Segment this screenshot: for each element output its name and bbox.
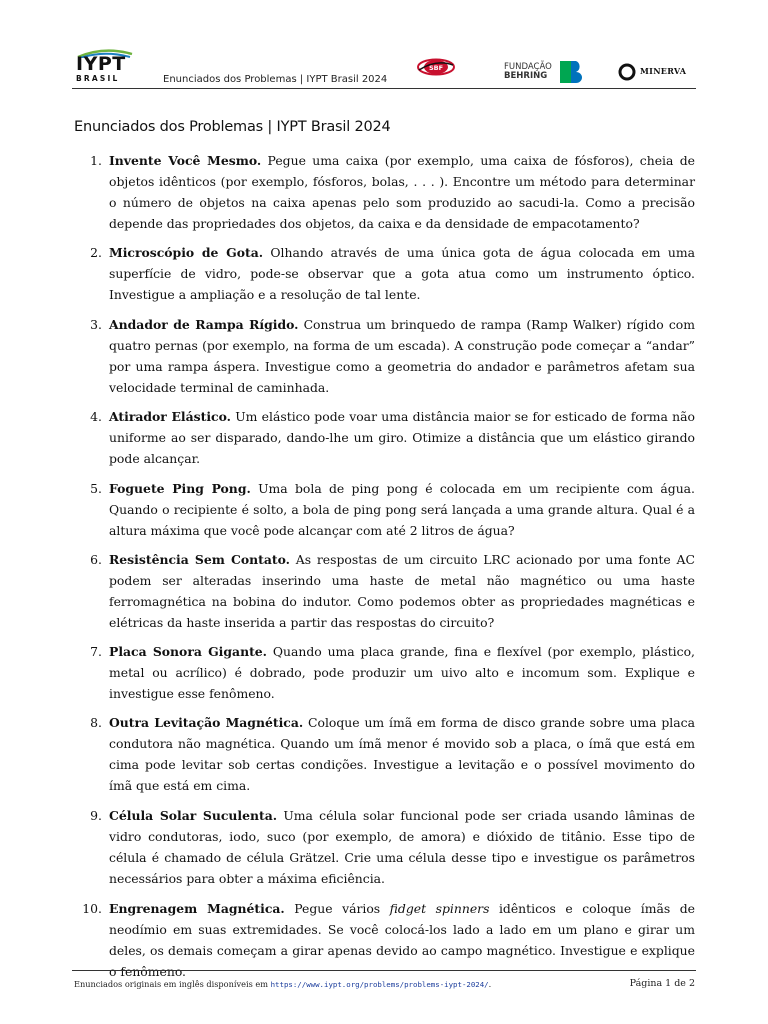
problem-text xyxy=(109,242,695,305)
problem-title: Invente Você Mesmo. xyxy=(109,153,262,168)
problem-title: Engrenagem Magnética. xyxy=(109,901,285,916)
problem-title: Outra Levitação Magnética. xyxy=(109,715,304,730)
header-title: Enunciados dos Problemas | IYPT Brasil 2024 xyxy=(163,74,388,85)
problem-description: Uma célula solar funcional pode ser criada usando lâminas de vidro condutoras, iodo, suco (por exemplo, de amora) e dióxido de titânio. Esse tipo de célula é chamado de célula Grätzel. Crie uma célula desse tipo e investigue os parâmetros necessários para obter a máxima eficiência. xyxy=(109,808,695,886)
footer-note xyxy=(74,979,491,989)
problem-title: Microscópio de Gota. xyxy=(109,245,264,260)
problem-description: As respostas de um circuito LRC acionado por uma fonte AC podem ser alteradas inserindo uma haste de metal não magnético ou uma haste ferromagnética na bobina do indutor. Como podemos obter as propriedades magnéticas e elétricas da haste inserida a partir das respostas do circuito? xyxy=(109,552,695,630)
problem-description: Olhando através de uma única gota de água colocada em uma superfície de vidro, pode-se observar que a gota atua como um instrumento óptico. Investigue a ampliação e a resolução de tal lente. xyxy=(109,245,695,302)
problem-description: Construa um brinquedo de rampa (Ramp Walker) rígido com quatro pernas (por exemplo, na forma de um escada). A construção pode começar a “andar” por uma rampa áspera. Investigue como a geometria do andador e parâmetros afetam sua velocidade terminal de caminhada. xyxy=(109,317,695,395)
problem-description: Pegue uma caixa (por exemplo, uma caixa de fósforos), cheia de objetos idênticos (por exemplo, fósforos, bolas, . . . ). Encontre um método para determinar o número de objetos na caixa apenas pelo som produzido ao sacudi-la. Como a precisão depende das propriedades dos objetos, da caixa e da densidade de empacotamento? xyxy=(109,153,695,231)
header-rule xyxy=(72,88,696,89)
page-header xyxy=(0,0,768,90)
iypt-logo-subtitle: BRASIL xyxy=(76,74,120,83)
problem-text xyxy=(109,150,695,234)
problem-number: 8. xyxy=(90,715,102,730)
problem-number: 6. xyxy=(90,552,102,567)
minerva-logo-text: MINERVA xyxy=(640,66,687,76)
problem-text xyxy=(109,478,695,541)
problem-text xyxy=(109,314,695,398)
footer-note-text: Enunciados originais em inglês disponíveis em xyxy=(74,979,271,989)
problem-description: Quando uma placa grande, fina e flexível (por exemplo, plástico, metal ou acrílico) é dobrado, pode produzir um uivo alto e incomum som. Explique e investigue esse fenômeno. xyxy=(109,644,695,701)
problem-description: Coloque um ímã em forma de disco grande sobre uma placa condutora não magnética. Quando um ímã menor é movido sob a placa, o ímã que está em cima pode levitar sob certas condições. Investigue a levitação e o possível movimento do ímã que está em cima. xyxy=(109,715,695,793)
problem-title: Foguete Ping Pong. xyxy=(109,481,251,496)
problem-description: Um elástico pode voar uma distância maior se for esticado de forma não uniforme ao ser disparado, dando-lhe um giro. Otimize a distância que um elástico girando pode alcançar. xyxy=(109,409,695,466)
problem-title: Placa Sonora Gigante. xyxy=(109,644,267,659)
problem-text xyxy=(109,712,695,796)
problem-number: 5. xyxy=(90,481,102,496)
problem-text xyxy=(109,549,695,633)
problem-number: 3. xyxy=(90,317,102,332)
fundacao-logo-line1: FUNDAÇÃO xyxy=(504,62,552,72)
problem-number: 4. xyxy=(90,409,102,424)
footer-rule xyxy=(72,970,696,971)
problem-number: 7. xyxy=(90,644,102,659)
problem-emphasis: fidget spinners xyxy=(389,901,490,916)
problem-text xyxy=(109,641,695,704)
sbf-logo xyxy=(416,57,456,81)
footer-note-end: . xyxy=(488,979,492,989)
problem-description-start: Pegue vários xyxy=(284,901,390,916)
fundacao-logo-line2: BEHRING xyxy=(504,71,548,81)
behring-mark-icon xyxy=(560,61,582,83)
iypt-logo-name: IYPT xyxy=(76,53,126,75)
problem-description: Uma bola de ping pong é colocada em um recipiente com água. Quando o recipiente é solto, a bola de ping pong será lançada a uma grande altura. Qual é a altura máxima que você pode alcançar com até 2 litros de água? xyxy=(109,481,695,538)
problem-number: 9. xyxy=(90,808,102,823)
problem-title: Atirador Elástico. xyxy=(109,409,231,424)
problem-title: Andador de Rampa Rígido. xyxy=(109,317,299,332)
problem-number: 1. xyxy=(90,153,102,168)
problem-description-end: idênticos e coloque ímãs de neodímio em suas extremidades. Se você colocá-los lado a lado em um plano e girar um deles, os demais começam a girar apenas devido ao campo magnético. Investigue e explique o fenômeno. xyxy=(109,901,695,979)
problem-number: 10. xyxy=(82,901,102,916)
document-title: Enunciados dos Problemas | IYPT Brasil 2024 xyxy=(74,119,391,135)
problem-title: Célula Solar Suculenta. xyxy=(109,808,278,823)
fundacao-behring-logo xyxy=(504,60,582,84)
sbf-emblem-icon xyxy=(416,57,456,77)
problem-text xyxy=(109,406,695,469)
problem-title: Resistência Sem Contato. xyxy=(109,552,290,567)
problem-text xyxy=(109,805,695,889)
footer-link[interactable]: https://www.iypt.org/problems/problems-iypt-2024/ xyxy=(270,980,489,989)
page-number: Página 1 de 2 xyxy=(629,978,695,989)
problem-number: 2. xyxy=(90,245,102,260)
minerva-logo xyxy=(618,63,688,81)
minerva-ring-icon xyxy=(618,63,636,81)
sbf-logo-text: SBF xyxy=(428,64,444,72)
iypt-brasil-logo xyxy=(76,48,136,82)
